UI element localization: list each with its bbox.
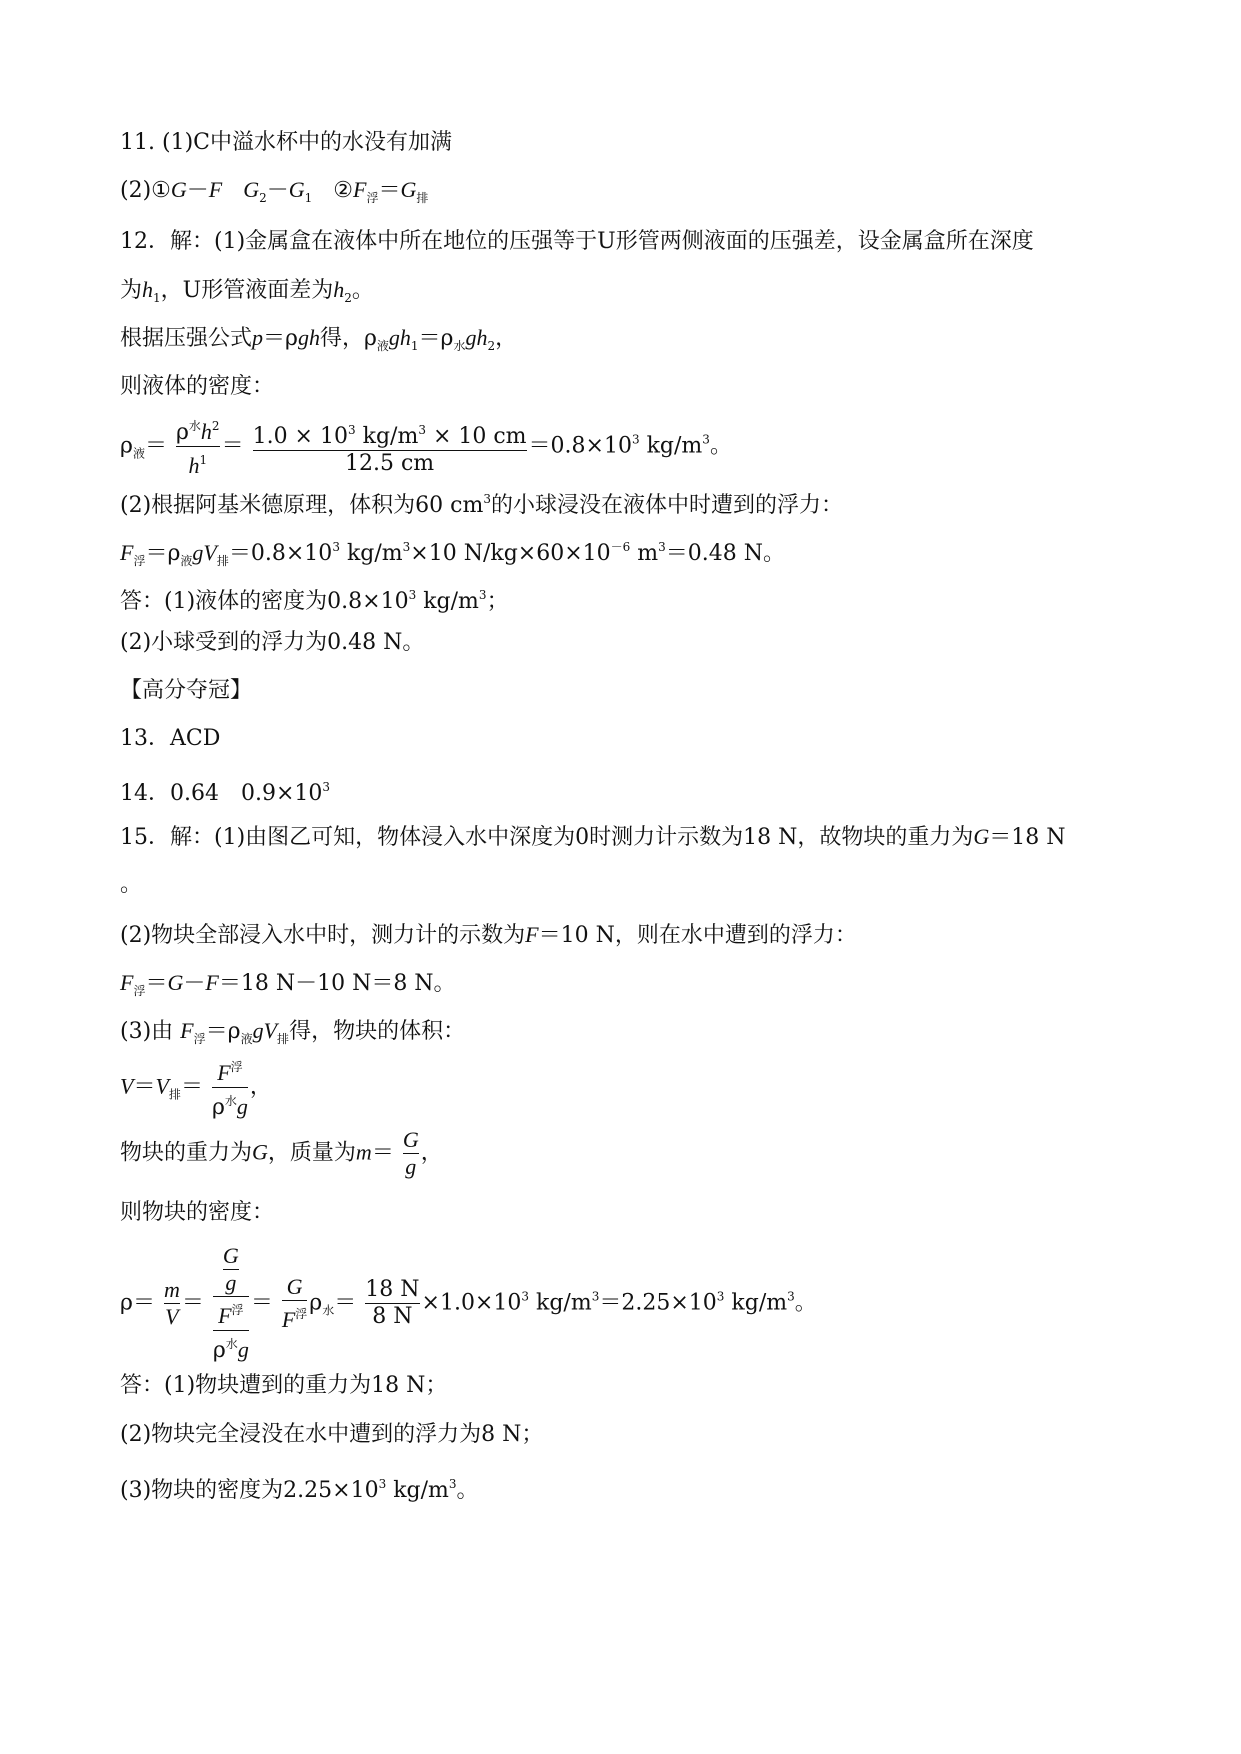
text: (3)由: [120, 1019, 181, 1044]
numerator: G: [402, 1127, 419, 1152]
text: (2)物块全部浸入水中时，测力计的示数为: [120, 923, 526, 948]
q15-para4: [120, 1016, 465, 1054]
text: ×10 N/kg×60×10: [410, 541, 611, 566]
var-g: g: [252, 1018, 264, 1043]
subscript: 2: [259, 191, 267, 205]
fraction: [365, 1277, 419, 1330]
numerator: [213, 1243, 249, 1296]
denominator: g: [223, 1269, 239, 1296]
superscript: 3: [448, 1477, 457, 1491]
minus: －: [183, 971, 206, 996]
fraction: [253, 417, 527, 477]
q11-line2: [120, 175, 428, 213]
numerator: [253, 417, 527, 450]
compound-fraction: [213, 1243, 249, 1364]
text: ；: [486, 589, 509, 614]
subscript: 排: [168, 1087, 181, 1102]
text: 得，物块的体积：: [289, 1019, 466, 1044]
var-F: F: [120, 970, 134, 995]
fraction: [164, 1277, 180, 1330]
superscript: 3: [418, 422, 426, 437]
text: kg/m: [416, 589, 479, 614]
numerator: [176, 413, 220, 446]
var-V: V: [155, 1073, 169, 1099]
numerator: [212, 1054, 248, 1087]
text: 根据压强公式: [120, 326, 253, 351]
text: 的小球浸没在液体中时遭到的浮力：: [490, 493, 843, 518]
fraction: [176, 413, 220, 480]
text: ，: [249, 1074, 272, 1100]
superscript: 3: [402, 540, 411, 554]
q15-para6: 则物块的密度：: [120, 1200, 275, 1225]
var-F: F: [525, 922, 539, 947]
var-G2: G: [243, 177, 260, 202]
text: 1.0 × 10: [252, 423, 348, 449]
superscript: 3: [658, 540, 666, 554]
q12-answer-1: [120, 580, 509, 617]
subscript: 排: [277, 1032, 290, 1046]
text: kg/m: [639, 433, 703, 459]
subscript: 浮: [133, 554, 146, 568]
subscript: 浮: [366, 191, 379, 205]
text: 。: [456, 1478, 479, 1503]
superscript: 浮: [295, 1306, 308, 1321]
text: 14．0.64 0.9×10: [120, 781, 323, 806]
q12-para3: 则液体的密度：: [120, 374, 275, 399]
text: ，: [495, 326, 518, 351]
var-g: g: [192, 540, 204, 565]
mass-line: [120, 1127, 443, 1180]
text: ＝ρ: [145, 541, 181, 566]
var-V: V: [120, 1073, 134, 1099]
question-number: 11.: [120, 130, 155, 155]
text: (2)①: [120, 178, 171, 203]
var-m: m: [355, 1139, 372, 1165]
superscript: －6: [610, 540, 631, 554]
text: 。: [351, 278, 374, 303]
var-F: F: [217, 1060, 231, 1085]
var-V: V: [203, 540, 217, 565]
q12-para2: [120, 323, 517, 361]
subscript: 液: [240, 1032, 253, 1046]
q15-answer-1: 答：(1)物块遭到的重力为18 N；: [120, 1373, 448, 1398]
text: m: [630, 541, 659, 566]
superscript: 3: [702, 432, 710, 447]
var-gh: gh: [388, 325, 411, 350]
text: ＝ρ: [263, 326, 298, 351]
superscript: 1: [199, 453, 208, 467]
var-g: g: [237, 1337, 249, 1362]
var-F: F: [208, 177, 223, 202]
subscript: 2: [344, 291, 352, 305]
density-formula-1: [120, 413, 732, 480]
denominator: V: [165, 1304, 179, 1329]
q12-para5: [120, 532, 785, 576]
superscript: 水: [224, 1094, 237, 1108]
minus: －: [186, 178, 209, 203]
denominator: [213, 1330, 249, 1364]
text: 答：(1)液体的密度为0.8×10: [120, 589, 409, 614]
var-g: g: [236, 1094, 248, 1119]
var-G: G: [973, 824, 990, 849]
equals: ＝: [378, 178, 401, 203]
fraction: [282, 1274, 307, 1334]
numerator: G: [286, 1273, 303, 1299]
text: ＝18 N: [989, 825, 1066, 850]
equals: ＝: [371, 1140, 394, 1166]
var-F: F: [180, 1018, 194, 1043]
text: ，质量为: [267, 1140, 356, 1166]
q15-answer-3: [120, 1469, 479, 1506]
superscript: 2: [211, 419, 220, 433]
text: ＝0.48 N。: [665, 541, 786, 566]
text: 15．解：(1)由图乙可知，物体浸入水中深度为0时测力计示数为18 N，故物块的重力为: [120, 825, 974, 850]
text: ＝ρ: [205, 1019, 241, 1044]
var-V: V: [263, 1018, 278, 1043]
var-rho: ρ: [120, 1290, 133, 1316]
subscript: 排: [416, 191, 429, 205]
q11-line1: [120, 128, 452, 158]
subscript: 1: [410, 339, 419, 353]
q15-para1-end: 。: [120, 872, 143, 897]
superscript: 3: [378, 1477, 387, 1491]
subscript: 2: [487, 339, 496, 353]
subscript: 浮: [133, 984, 146, 998]
numerator: G: [222, 1243, 239, 1268]
fraction: [403, 1127, 419, 1180]
superscript: 3: [408, 588, 417, 602]
var-gh: gh: [465, 325, 488, 350]
var-G: G: [167, 970, 184, 995]
var-rho: ρ: [212, 1338, 226, 1363]
var-h: h: [142, 277, 154, 302]
text: 得，ρ: [319, 326, 377, 351]
volume-formula: [120, 1054, 272, 1121]
var-p: p: [252, 325, 264, 350]
equals: ＝: [250, 1290, 273, 1316]
numerator: m: [163, 1277, 180, 1302]
text: 。: [709, 433, 732, 459]
subscript: 水: [453, 339, 466, 353]
text: kg/m: [386, 1478, 449, 1503]
subscript: 浮: [193, 1032, 206, 1046]
var-rho: ρ: [309, 1290, 323, 1316]
text: ＝ρ: [418, 326, 454, 351]
text: (2)根据阿基米德原理，体积为60 cm: [120, 493, 484, 518]
inner-fraction: [213, 1297, 249, 1364]
numerator: 18 N: [365, 1277, 420, 1302]
var-G1: G: [288, 177, 305, 202]
superscript: 浮: [230, 1060, 243, 1074]
var-F: F: [218, 1303, 232, 1328]
var-F: F: [353, 177, 367, 202]
text: (3)物块的密度为2.25×10: [120, 1478, 379, 1503]
superscript: 浮: [231, 1303, 244, 1317]
subscript: 液: [376, 339, 389, 353]
fraction: [212, 1054, 248, 1121]
q14-answer: [120, 772, 330, 809]
denominator: [282, 1300, 307, 1334]
var-rho: ρ: [120, 433, 133, 459]
var-G: G: [400, 177, 417, 202]
subscript: 排: [216, 554, 229, 568]
text: ＝2.25×10: [599, 1290, 717, 1316]
superscript: 3: [322, 780, 331, 794]
text: ②: [333, 178, 354, 203]
var-G: G: [252, 1139, 268, 1165]
denominator: 12.5 cm: [253, 450, 527, 477]
var-h: h: [200, 419, 212, 444]
superscript: 3: [478, 588, 487, 602]
denominator: 8 N: [365, 1303, 419, 1330]
text: ，U形管液面差为: [160, 278, 334, 303]
q15-para3: [120, 968, 456, 1006]
superscript: 水: [188, 419, 201, 433]
text: kg/m: [529, 1290, 592, 1316]
q12-answer-2: (2)小球受到的浮力为0.48 N。: [120, 630, 425, 655]
equals: ＝: [181, 1290, 204, 1316]
minus: －: [266, 178, 289, 203]
superscript: 3: [631, 432, 640, 447]
text: kg/m: [724, 1290, 788, 1316]
denominator: [213, 1296, 249, 1364]
text: ＝0.8×10: [528, 433, 632, 459]
subscript: 1: [304, 191, 313, 205]
subscript: 液: [132, 446, 145, 461]
superscript: 3: [716, 1289, 725, 1304]
var-rho: ρ: [211, 1095, 225, 1120]
superscript: 水: [225, 1337, 238, 1351]
text: 为: [120, 278, 143, 303]
q12-para1: 12．解：(1)金属盒在液体中所在地位的压强等于U形管两侧液面的压强差，设金属盒所在深度: [120, 229, 1034, 254]
text: ＝0.8×10: [228, 541, 333, 566]
superscript: 3: [347, 422, 356, 437]
denominator: [212, 1087, 248, 1121]
var-G: G: [170, 177, 187, 202]
q12-para4: [120, 484, 843, 521]
var-rho: ρ: [175, 420, 189, 445]
density-formula-2: [120, 1243, 817, 1364]
text: 物块的重力为: [120, 1140, 253, 1166]
var-h: h: [188, 453, 200, 478]
text: ×1.0×10: [421, 1290, 522, 1316]
q15-para1: [120, 822, 1066, 853]
equals: ＝: [145, 971, 168, 996]
denominator: g: [403, 1153, 419, 1180]
superscript: 3: [521, 1289, 530, 1304]
q12-para1-cont: [120, 275, 374, 313]
q15-answer-2: (2)物块完全浸没在水中遭到的浮力为8 N；: [120, 1422, 544, 1447]
var-F: F: [281, 1306, 296, 1332]
text: × 10 cm: [425, 423, 527, 449]
equals: ＝: [334, 1290, 357, 1316]
text: ，: [420, 1140, 443, 1166]
q15-para2: [120, 920, 857, 951]
var-h: h: [333, 277, 345, 302]
superscript: 3: [483, 492, 491, 506]
var-gh: gh: [297, 325, 320, 350]
equals: ＝: [221, 433, 244, 459]
subscript: 1: [153, 291, 161, 305]
denominator: [176, 446, 220, 480]
var-F: F: [120, 540, 134, 565]
equals: ＝: [132, 1290, 155, 1316]
text: 。: [794, 1290, 817, 1316]
answer-text: (1)C中溢水杯中的水没有加满: [162, 130, 452, 155]
numerator: [213, 1297, 249, 1330]
superscript: 3: [591, 1289, 600, 1304]
text: ＝18 N－10 N＝8 N。: [218, 971, 456, 996]
equals: ＝: [180, 1074, 203, 1100]
inner-fraction: [223, 1243, 239, 1296]
text: ＝10 N，则在水中遭到的浮力：: [538, 923, 857, 948]
superscript: 3: [332, 540, 340, 554]
q13-answer: 13．ACD: [120, 726, 221, 751]
superscript: 3: [787, 1289, 795, 1304]
text: kg/m: [339, 541, 403, 566]
text: kg/m: [355, 423, 419, 449]
var-F: F: [205, 970, 219, 995]
equals: ＝: [133, 1074, 156, 1100]
subscript: 水: [322, 1303, 335, 1318]
subscript: 液: [180, 554, 193, 568]
section-title: 【高分夺冠】: [120, 678, 253, 703]
equals: ＝: [144, 433, 167, 459]
